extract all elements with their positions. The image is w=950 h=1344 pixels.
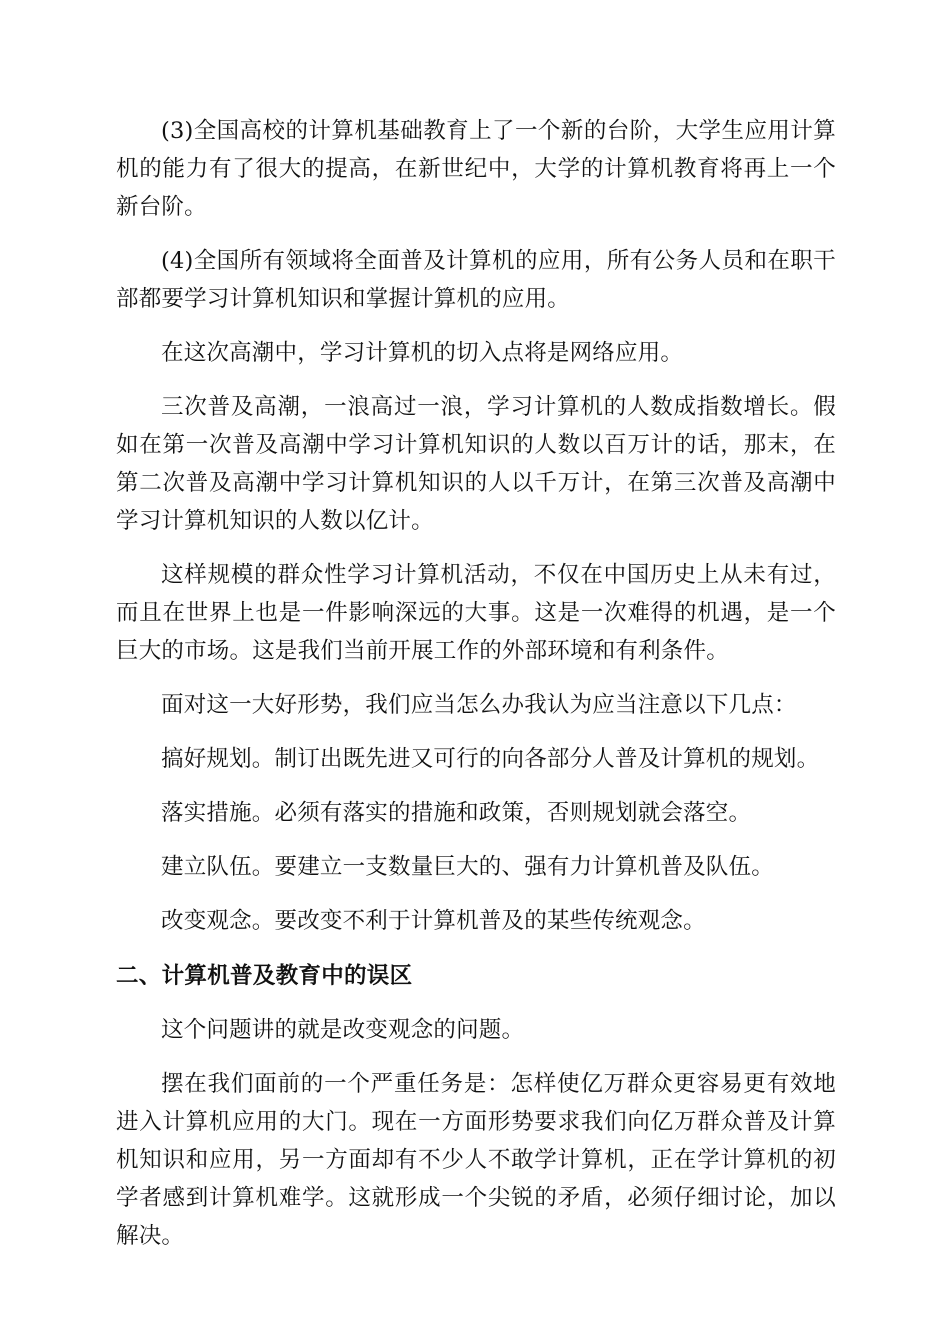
paragraph-change-concepts: 这个问题讲的就是改变观念的问题。 xyxy=(161,1017,525,1043)
document-page xyxy=(116,112,836,1255)
paragraph-what-to-do: 面对这一大好形势，我们应当怎么办我认为应当注意以下几点： xyxy=(161,692,797,718)
paragraph-point-4: (4)全国所有领域将全面普及计算机的应用，所有公务人员和在职干部都要学习计算机知识和掌握计算机的应用。 xyxy=(116,248,836,312)
paragraph-network-entry: 在这次高潮中，学习计算机的切入点将是网络应用。 xyxy=(161,340,684,366)
section-heading: 二、计算机普及教育中的误区 xyxy=(116,963,413,989)
paragraph-three-waves: 三次普及高潮，一浪高过一浪，学习计算机的人数成指数增长。假如在第一次普及高潮中学习计算机知识的人数以百万计的话，那末，在第二次普及高潮中学习计算机知识的人以千万计，在第三次普及高潮中学习计算机知识的人数以亿计。 xyxy=(116,394,836,534)
paragraph-team: 建立队伍。要建立一支数量巨大的、强有力计算机普及队伍。 xyxy=(161,854,774,880)
paragraph-planning: 搞好规划。制订出既先进又可行的向各部分人普及计算机的规划。 xyxy=(161,746,820,772)
paragraph-concepts: 改变观念。要改变不利于计算机普及的某些传统观念。 xyxy=(161,908,706,934)
paragraph-serious-task: 摆在我们面前的一个严重任务是：怎样使亿万群众更容易更有效地进入计算机应用的大门。现在一方面形势要求我们向亿万群众普及计算机知识和应用，另一方面却有不少人不敢学计算机，正在学计算机的初学者感到计算机难学。这就形成一个尖锐的矛盾，必须仔细讨论，加以解决。 xyxy=(116,1071,836,1249)
paragraph-scale: 这样规模的群众性学习计算机活动，不仅在中国历史上从未有过，而且在世界上也是一件影响深远的大事。这是一次难得的机遇，是一个巨大的市场。这是我们当前开展工作的外部环境和有利条件。 xyxy=(116,562,836,664)
paragraph-point-3: (3)全国高校的计算机基础教育上了一个新的台阶，大学生应用计算机的能力有了很大的提高，在新世纪中，大学的计算机教育将再上一个新台阶。 xyxy=(116,118,836,220)
paragraph-measures: 落实措施。必须有落实的措施和政策，否则规划就会落空。 xyxy=(161,800,752,826)
